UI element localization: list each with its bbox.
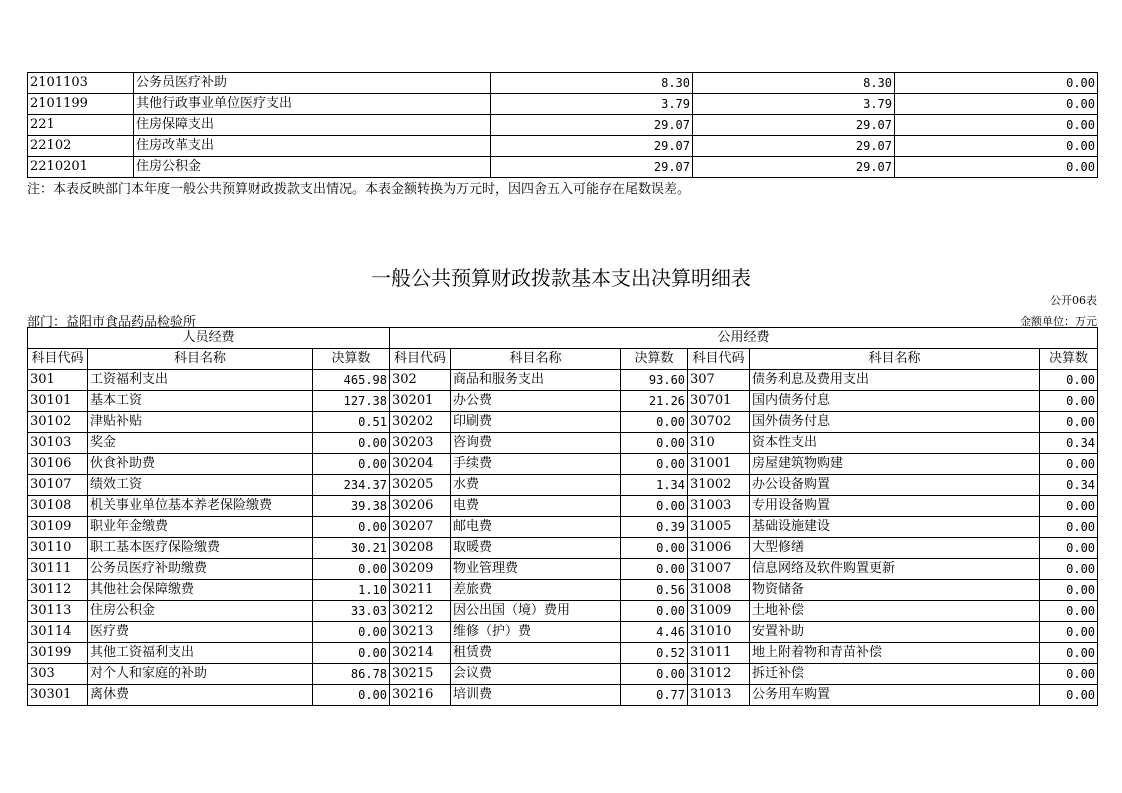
amount-cell: 29.07 (693, 136, 895, 157)
column-header-name: 科目名称 (750, 349, 1040, 370)
subject-code-cell: 30111 (28, 559, 88, 580)
amount-cell: 0.00 (1040, 496, 1098, 517)
subject-name-cell: 办公费 (451, 391, 621, 412)
subject-code-cell: 30203 (390, 433, 451, 454)
subject-code-cell: 30702 (688, 412, 750, 433)
subject-name-cell: 印刷费 (451, 412, 621, 433)
subject-name-cell: 会议费 (451, 664, 621, 685)
subject-code-cell: 2210201 (28, 157, 134, 178)
subject-code-cell: 221 (28, 115, 134, 136)
subject-code-cell: 31003 (688, 496, 750, 517)
subject-name-cell: 住房公积金 (88, 601, 313, 622)
amount-cell: 0.00 (313, 559, 390, 580)
amount-cell: 0.00 (895, 157, 1098, 178)
amount-cell: 0.00 (621, 664, 688, 685)
table-row (28, 517, 1098, 538)
amount-cell: 234.37 (313, 475, 390, 496)
amount-cell: 0.34 (1040, 475, 1098, 496)
subject-name-cell: 国外债务付息 (750, 412, 1040, 433)
amount-cell: 0.00 (621, 538, 688, 559)
subject-code-cell: 31006 (688, 538, 750, 559)
table-row (28, 580, 1098, 601)
amount-cell: 0.00 (313, 454, 390, 475)
table-row (28, 601, 1098, 622)
subject-code-cell: 31012 (688, 664, 750, 685)
table-row (28, 475, 1098, 496)
amount-cell: 3.79 (491, 94, 693, 115)
subject-code-cell: 31013 (688, 685, 750, 706)
subject-name-cell: 公务员医疗补助缴费 (88, 559, 313, 580)
amount-cell: 0.00 (895, 115, 1098, 136)
amount-cell: 0.34 (1040, 433, 1098, 454)
subject-code-cell: 31007 (688, 559, 750, 580)
subject-name-cell: 公务员医疗补助 (134, 73, 491, 94)
amount-cell: 39.38 (313, 496, 390, 517)
table-row (28, 94, 1098, 115)
subject-code-cell: 301 (28, 370, 88, 391)
amount-cell: 21.26 (621, 391, 688, 412)
table-row (28, 643, 1098, 664)
table-row (28, 391, 1098, 412)
subject-name-cell: 拆迁补偿 (750, 664, 1040, 685)
subject-name-cell: 咨询费 (451, 433, 621, 454)
subject-name-cell: 差旅费 (451, 580, 621, 601)
subject-code-cell: 31001 (688, 454, 750, 475)
amount-cell: 0.00 (313, 433, 390, 454)
subject-name-cell: 绩效工资 (88, 475, 313, 496)
subject-name-cell: 国内债务付息 (750, 391, 1040, 412)
amount-cell: 0.00 (895, 94, 1098, 115)
amount-cell: 29.07 (693, 157, 895, 178)
amount-cell: 0.52 (621, 643, 688, 664)
basic-expenditure-detail-table (27, 327, 1098, 706)
subject-name-cell: 住房保障支出 (134, 115, 491, 136)
group-header-row (28, 328, 1098, 349)
subject-name-cell: 公务用车购置 (750, 685, 1040, 706)
amount-cell: 0.00 (313, 517, 390, 538)
subject-name-cell: 物业管理费 (451, 559, 621, 580)
subject-code-cell: 30213 (390, 622, 451, 643)
subject-code-cell: 30114 (28, 622, 88, 643)
column-header-amount: 决算数 (1040, 349, 1098, 370)
amount-cell: 33.03 (313, 601, 390, 622)
table-row (28, 538, 1098, 559)
subject-code-cell: 31002 (688, 475, 750, 496)
subject-code-cell: 30216 (390, 685, 451, 706)
subject-name-cell: 专用设备购置 (750, 496, 1040, 517)
personnel-expense-group: 人员经费 (28, 328, 390, 349)
table-row (28, 622, 1098, 643)
subject-code-cell: 31010 (688, 622, 750, 643)
amount-cell: 0.00 (1040, 622, 1098, 643)
amount-cell: 0.00 (1040, 391, 1098, 412)
subject-name-cell: 其他社会保障缴费 (88, 580, 313, 601)
table-row (28, 454, 1098, 475)
table-row (28, 136, 1098, 157)
subject-code-cell: 30102 (28, 412, 88, 433)
subject-code-cell: 31008 (688, 580, 750, 601)
amount-cell: 127.38 (313, 391, 390, 412)
subject-name-cell: 伙食补助费 (88, 454, 313, 475)
amount-cell: 3.79 (693, 94, 895, 115)
subject-name-cell: 因公出国（境）费用 (451, 601, 621, 622)
subject-code-cell: 30215 (390, 664, 451, 685)
column-header-code: 科目代码 (28, 349, 88, 370)
amount-cell: 0.00 (1040, 538, 1098, 559)
subject-name-cell: 津贴补贴 (88, 412, 313, 433)
subject-code-cell: 30199 (28, 643, 88, 664)
subject-code-cell: 30110 (28, 538, 88, 559)
subject-name-cell: 资本性支出 (750, 433, 1040, 454)
subject-code-cell: 31005 (688, 517, 750, 538)
subject-code-cell: 30202 (390, 412, 451, 433)
subject-name-cell: 工资福利支出 (88, 370, 313, 391)
subject-name-cell: 职业年金缴费 (88, 517, 313, 538)
subject-code-cell: 30301 (28, 685, 88, 706)
subject-code-cell: 30101 (28, 391, 88, 412)
page-title: 一般公共预算财政拨款基本支出决算明细表 (371, 266, 751, 290)
subject-code-cell: 30112 (28, 580, 88, 601)
column-header-code: 科目代码 (688, 349, 750, 370)
amount-cell: 8.30 (693, 73, 895, 94)
subject-code-cell: 30214 (390, 643, 451, 664)
subject-name-cell: 租赁费 (451, 643, 621, 664)
subject-code-cell: 31009 (688, 601, 750, 622)
amount-cell: 0.51 (313, 412, 390, 433)
subject-code-cell: 30113 (28, 601, 88, 622)
amount-cell: 0.39 (621, 517, 688, 538)
subject-name-cell: 手续费 (451, 454, 621, 475)
subject-name-cell: 水费 (451, 475, 621, 496)
amount-cell: 0.56 (621, 580, 688, 601)
subject-name-cell: 债务利息及费用支出 (750, 370, 1040, 391)
subject-name-cell: 安置补助 (750, 622, 1040, 643)
amount-cell: 0.00 (621, 412, 688, 433)
subject-name-cell: 取暖费 (451, 538, 621, 559)
subject-name-cell: 职工基本医疗保险缴费 (88, 538, 313, 559)
table-row (28, 73, 1098, 94)
upper-expenditure-table (27, 72, 1098, 178)
column-header-amount: 决算数 (313, 349, 390, 370)
subject-code-cell: 2101103 (28, 73, 134, 94)
amount-cell: 0.00 (621, 454, 688, 475)
amount-cell: 1.34 (621, 475, 688, 496)
subject-name-cell: 信息网络及软件购置更新 (750, 559, 1040, 580)
table-row (28, 664, 1098, 685)
subject-name-cell: 住房改革支出 (134, 136, 491, 157)
subject-code-cell: 30211 (390, 580, 451, 601)
amount-cell: 93.60 (621, 370, 688, 391)
amount-cell: 0.00 (1040, 580, 1098, 601)
subject-name-cell: 医疗费 (88, 622, 313, 643)
subject-code-cell: 30701 (688, 391, 750, 412)
subject-name-cell: 离休费 (88, 685, 313, 706)
table-row (28, 412, 1098, 433)
subject-name-cell: 房屋建筑物购建 (750, 454, 1040, 475)
column-header-name: 科目名称 (451, 349, 621, 370)
amount-cell: 0.00 (621, 601, 688, 622)
subject-name-cell: 对个人和家庭的补助 (88, 664, 313, 685)
table-row (28, 157, 1098, 178)
subject-code-cell: 30212 (390, 601, 451, 622)
subject-name-cell: 奖金 (88, 433, 313, 454)
subject-name-cell: 邮电费 (451, 517, 621, 538)
amount-cell: 0.00 (313, 622, 390, 643)
subject-name-cell: 土地补偿 (750, 601, 1040, 622)
amount-cell: 0.00 (1040, 370, 1098, 391)
subject-name-cell: 地上附着物和青苗补偿 (750, 643, 1040, 664)
subject-code-cell: 30204 (390, 454, 451, 475)
amount-cell: 0.00 (1040, 601, 1098, 622)
subject-name-cell: 基础设施建设 (750, 517, 1040, 538)
table-row (28, 433, 1098, 454)
table-row (28, 559, 1098, 580)
amount-cell: 29.07 (491, 136, 693, 157)
amount-cell: 0.00 (313, 643, 390, 664)
amount-cell: 8.30 (491, 73, 693, 94)
subject-code-cell: 30108 (28, 496, 88, 517)
amount-cell: 0.00 (1040, 412, 1098, 433)
subject-code-cell: 30208 (390, 538, 451, 559)
amount-cell: 465.98 (313, 370, 390, 391)
subject-code-cell: 30107 (28, 475, 88, 496)
table-row (28, 685, 1098, 706)
column-header-amount: 决算数 (621, 349, 688, 370)
subject-name-cell: 电费 (451, 496, 621, 517)
column-header-row (28, 349, 1098, 370)
subject-name-cell: 商品和服务支出 (451, 370, 621, 391)
subject-name-cell: 办公设备购置 (750, 475, 1040, 496)
subject-code-cell: 30109 (28, 517, 88, 538)
amount-cell: 0.00 (1040, 664, 1098, 685)
subject-code-cell: 31011 (688, 643, 750, 664)
subject-code-cell: 310 (688, 433, 750, 454)
amount-cell: 0.00 (1040, 517, 1098, 538)
amount-cell: 0.77 (621, 685, 688, 706)
subject-code-cell: 30207 (390, 517, 451, 538)
subject-code-cell: 30209 (390, 559, 451, 580)
subject-code-cell: 30106 (28, 454, 88, 475)
column-header-code: 科目代码 (390, 349, 451, 370)
table-row (28, 496, 1098, 517)
subject-code-cell: 30206 (390, 496, 451, 517)
amount-cell: 0.00 (313, 685, 390, 706)
amount-cell: 0.00 (621, 433, 688, 454)
subject-name-cell: 培训费 (451, 685, 621, 706)
amount-cell: 29.07 (693, 115, 895, 136)
table-row (28, 370, 1098, 391)
subject-code-cell: 30205 (390, 475, 451, 496)
subject-code-cell: 22102 (28, 136, 134, 157)
amount-cell: 1.10 (313, 580, 390, 601)
column-header-name: 科目名称 (88, 349, 313, 370)
amount-unit-label: 金额单位：万元 (1020, 315, 1097, 328)
subject-name-cell: 维修（护）费 (451, 622, 621, 643)
amount-cell: 29.07 (491, 157, 693, 178)
subject-name-cell: 其他工资福利支出 (88, 643, 313, 664)
subject-name-cell: 机关事业单位基本养老保险缴费 (88, 496, 313, 517)
subject-name-cell: 其他行政事业单位医疗支出 (134, 94, 491, 115)
subject-name-cell: 住房公积金 (134, 157, 491, 178)
subject-code-cell: 307 (688, 370, 750, 391)
table-note: 注：本表反映部门本年度一般公共预算财政拨款支出情况。本表金额转换为万元时，因四舍五入可能存在尾数误差。 (27, 182, 691, 197)
amount-cell: 0.00 (621, 496, 688, 517)
amount-cell: 4.46 (621, 622, 688, 643)
amount-cell: 0.00 (1040, 454, 1098, 475)
table-row (28, 115, 1098, 136)
amount-cell: 0.00 (1040, 643, 1098, 664)
amount-cell: 0.00 (1040, 559, 1098, 580)
subject-code-cell: 302 (390, 370, 451, 391)
amount-cell: 30.21 (313, 538, 390, 559)
amount-cell: 0.00 (1040, 685, 1098, 706)
amount-cell: 0.00 (895, 73, 1098, 94)
subject-code-cell: 30201 (390, 391, 451, 412)
public-expense-group: 公用经费 (390, 328, 1098, 349)
subject-name-cell: 基本工资 (88, 391, 313, 412)
subject-name-cell: 物资储备 (750, 580, 1040, 601)
amount-cell: 0.00 (895, 136, 1098, 157)
subject-name-cell: 大型修缮 (750, 538, 1040, 559)
subject-code-cell: 2101199 (28, 94, 134, 115)
table-number: 公开06表 (1050, 294, 1097, 307)
subject-code-cell: 30103 (28, 433, 88, 454)
subject-code-cell: 303 (28, 664, 88, 685)
amount-cell: 0.00 (621, 559, 688, 580)
amount-cell: 29.07 (491, 115, 693, 136)
amount-cell: 86.78 (313, 664, 390, 685)
department-label: 部门：益阳市食品药品检验所 (27, 315, 197, 330)
